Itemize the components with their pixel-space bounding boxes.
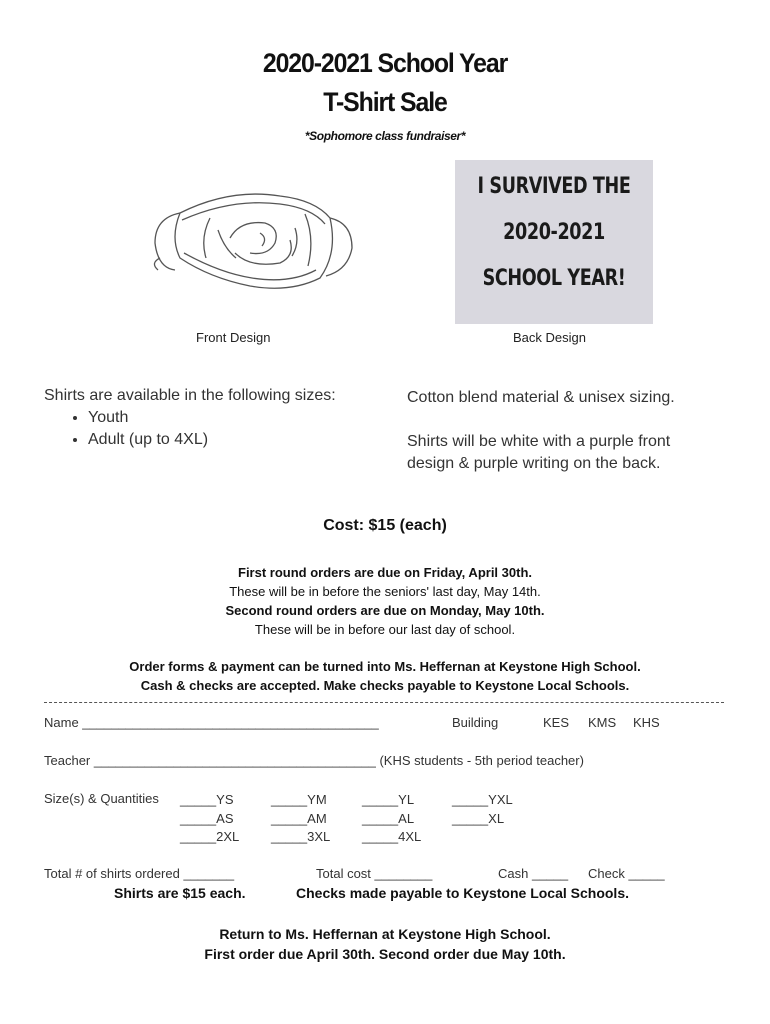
- size-field-2xl[interactable]: _____2XL: [180, 829, 240, 844]
- payment-line2: Cash & checks are accepted. Make checks payable to Keystone Local Schools.: [140, 678, 630, 693]
- size-field-al[interactable]: _____AL: [362, 810, 415, 826]
- second-deadline: Second round orders are due on Monday, May 10th.: [225, 603, 545, 618]
- teacher-field[interactable]: Teacher _______________________________________ (KHS students - 5th period teacher): [44, 753, 584, 768]
- back-design-text-line1: I SURVIVED THE: [477, 174, 631, 199]
- size-field-yxl[interactable]: _____YXL: [452, 792, 513, 807]
- front-design-caption: Front Design: [196, 330, 271, 345]
- front-design-image: [140, 158, 360, 318]
- color-text-line2: design & purple writing on the back.: [407, 455, 661, 472]
- size-field-ym[interactable]: _____YM: [271, 792, 327, 807]
- sizes-list: [44, 407, 384, 451]
- cut-line: [44, 702, 724, 703]
- total-shirts-field[interactable]: Total # of shirts ordered _______: [44, 866, 235, 881]
- back-design-caption: Back Design: [513, 330, 586, 345]
- first-deadline: First round orders are due on Friday, April 30th.: [238, 565, 532, 580]
- check-field[interactable]: Check _____: [588, 866, 665, 881]
- sizes-section: [44, 387, 384, 451]
- size-field-yl[interactable]: _____YL: [362, 792, 415, 807]
- list-item: • Adult (up to 4XL): [88, 429, 384, 451]
- size-column-2: [271, 791, 330, 847]
- material-text: Cotton blend material & unisex sizing.: [407, 389, 675, 406]
- size-field-3xl[interactable]: _____3XL: [271, 829, 331, 844]
- size-field-am[interactable]: _____AM: [271, 810, 327, 826]
- building-label: Building: [452, 715, 499, 730]
- color-text-line1: Shirts will be white with a purple front: [407, 433, 671, 450]
- first-deadline-note: These will be in before the seniors' last day, May 14th.: [229, 584, 541, 599]
- size-column-3: [362, 791, 421, 847]
- cash-field[interactable]: Cash _____: [498, 866, 569, 881]
- material-section: [407, 387, 727, 475]
- second-deadline-note: These will be in before our last day of school.: [254, 622, 516, 637]
- size-field-xl[interactable]: _____XL: [452, 810, 505, 826]
- page-subtitle: *Sophomore class fundraiser*: [304, 129, 466, 143]
- size-field-as[interactable]: _____AS: [180, 810, 234, 826]
- checks-note: Checks made payable to Keystone Local Schools.: [296, 885, 629, 901]
- building-option-kms[interactable]: KMS: [588, 715, 617, 730]
- size-field-ys[interactable]: _____YS: [180, 792, 234, 807]
- size-column-4: [452, 791, 513, 828]
- sizes-heading: Shirts are available in the following sizes:: [44, 387, 336, 404]
- building-option-kes[interactable]: KES: [543, 715, 570, 730]
- page-title-line1: 2020-2021 School Year: [262, 48, 508, 78]
- back-design-image: [455, 160, 653, 324]
- size-column-1: [180, 791, 239, 847]
- name-field[interactable]: Name _________________________________________: [44, 715, 379, 730]
- list-item: • Youth: [88, 407, 384, 429]
- price-note: Shirts are $15 each.: [114, 885, 246, 901]
- payment-line1: Order forms & payment can be turned into Ms. Heffernan at Keystone High School.: [129, 659, 641, 674]
- total-cost-field[interactable]: Total cost ________: [316, 866, 433, 881]
- size-field-4xl[interactable]: _____4XL: [362, 829, 422, 844]
- cost-heading: Cost: $15 (each): [323, 517, 447, 534]
- sizes-label: Size(s) & Quantities: [44, 791, 159, 806]
- back-design-text-line2: 2020-2021: [503, 220, 605, 245]
- back-design-text-line3: SCHOOL YEAR!: [482, 266, 626, 291]
- page-title-line2: T-Shirt Sale: [323, 87, 447, 117]
- footer-line2: First order due April 30th. Second order due May 10th.: [204, 946, 566, 962]
- footer-line1: Return to Ms. Heffernan at Keystone High School.: [219, 926, 551, 942]
- building-option-khs[interactable]: KHS: [633, 715, 660, 730]
